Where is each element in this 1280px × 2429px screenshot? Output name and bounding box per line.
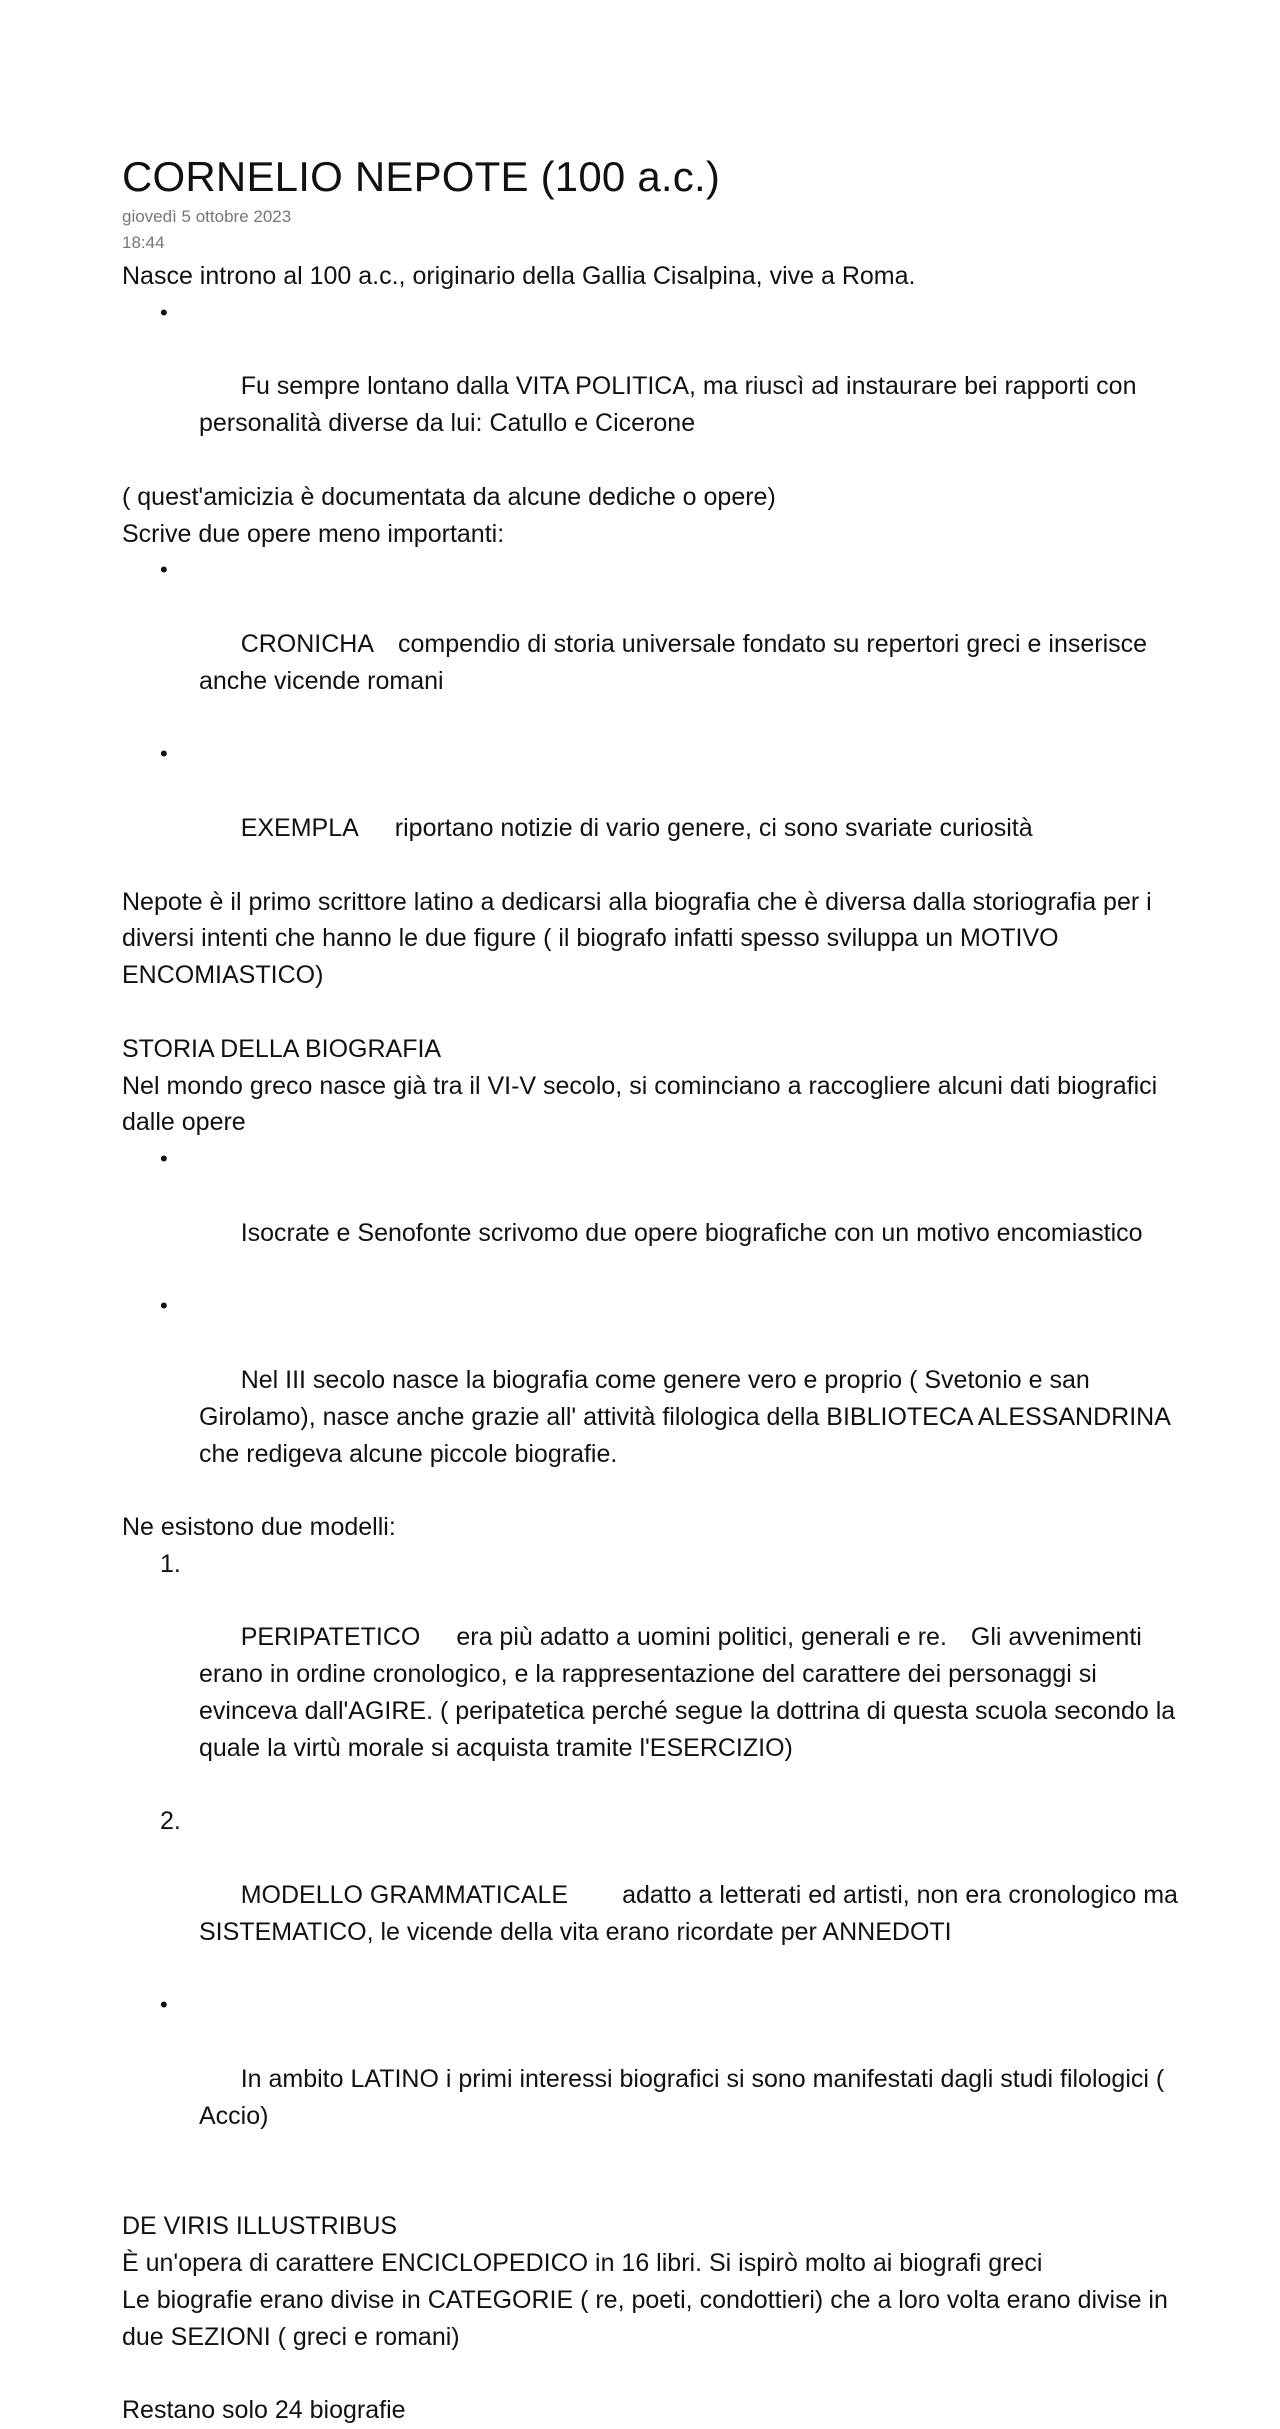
biography-intro: Nepote è il primo scrittore latino a dedicarsi alla biografia che è diversa dalla storiografia per i diversi intenti che hanno le due figure ( il biografo infatti spesso sviluppa un MOTIVO ENCOMIASTICO) bbox=[122, 887, 1159, 990]
list-item bbox=[122, 295, 1182, 479]
model-desc: adatto a letterati ed artisti, non era cronologico ma SISTEMATICO, le vicende della vita erano ricordate per ANNEDOTI bbox=[199, 1881, 1185, 1946]
model-extra: Gli avvenimenti erano in ordine cronologico, e la rappresentazione del carattere dei personaggi si evinceva dall'AGIRE. ( peripatetica perché segue la dottrina di questa scuola secondo la quale la virtù morale si acquista tramite l'ESERCIZIO) bbox=[199, 1623, 1183, 1762]
storia-bullet-list bbox=[122, 1141, 1182, 1509]
bullet-icon: • bbox=[160, 741, 168, 767]
work-name: CRONICHA bbox=[240, 629, 375, 658]
work-desc: riportano notizie di vario genere, ci sono svariate curiosità bbox=[394, 813, 1033, 842]
note-time: 18:44 bbox=[122, 233, 165, 252]
section-heading-deviris: DE VIRIS ILLUSTRIBUS bbox=[122, 2212, 398, 2241]
closing-line: Restano solo 24 biografie bbox=[122, 2396, 406, 2425]
list-item-text: Fu sempre lontano dalla VITA POLITICA, ma riuscì ad instaurare bei rapporti con personalità diverse da lui: Catullo e Cicerone bbox=[199, 372, 1144, 438]
storia-text: Nel mondo greco nasce già tra il VI-V secolo, si cominciano a raccogliere alcuni dati biografici dalle opere bbox=[122, 1071, 1165, 1137]
list-item bbox=[122, 1987, 1182, 2171]
list-item bbox=[122, 1288, 1182, 1509]
intro-line: Nasce introno al 100 a.c., originario della Gallia Cisalpina, vive a Roma. bbox=[122, 262, 916, 290]
deviris-line: Le biografie erano divise in CATEGORIE ( re, poeti, condottieri) che a loro volta erano divise in due SEZIONI ( greci e romani) bbox=[122, 2285, 1175, 2351]
bullet-icon: • bbox=[160, 1293, 168, 1319]
model-name: PERIPATETICO bbox=[240, 1623, 421, 1652]
note-page bbox=[122, 150, 1185, 2429]
work-name: EXEMPLA bbox=[240, 813, 359, 842]
model-desc: era più adatto a uomini politici, generali e re. bbox=[456, 1623, 947, 1652]
bullet-icon: • bbox=[160, 557, 168, 583]
bullet-icon: • bbox=[160, 1992, 168, 2018]
intro-bullet-list bbox=[122, 295, 1182, 479]
list-number: 1. bbox=[160, 1549, 181, 1578]
bullet-icon: • bbox=[160, 1146, 168, 1172]
list-item bbox=[122, 552, 1182, 736]
bullet-icon: • bbox=[160, 299, 168, 325]
list-item-text: Nel III secolo nasce la biografia come genere vero e proprio ( Svetonio e san Girolamo), nasce anche grazie all' attività filologica della BIBLIOTECA ALESSANDRINA che redigeva alcune piccole biografie. bbox=[199, 1365, 1177, 1468]
list-item bbox=[122, 1803, 1185, 1987]
model-name: MODELLO GRAMMATICALE bbox=[240, 1881, 569, 1910]
models-intro: Ne esistono due modelli: bbox=[122, 1513, 396, 1542]
list-item bbox=[122, 1546, 1182, 1804]
list-item bbox=[122, 1141, 1182, 1288]
works-intro-line: Scrive due opere meno importanti: bbox=[122, 519, 505, 548]
section-heading-storia: STORIA DELLA BIOGRAFIA bbox=[122, 1034, 442, 1063]
latin-bullet-list bbox=[122, 1987, 1182, 2171]
list-item-text: In ambito LATINO i primi interessi biografici si sono manifestati dagli studi filologici ( Accio) bbox=[199, 2065, 1170, 2130]
page-title: CORNELIO NEPOTE (100 a.c.) bbox=[122, 153, 721, 200]
list-item-text: Isocrate e Senofonte scrivomo due opere biografiche con un motivo encomiastico bbox=[240, 1218, 1143, 1247]
deviris-line: È un'opera di carattere ENCICLOPEDICO in 16 libri. Si ispirò molto ai biografi greci bbox=[122, 2249, 1043, 2278]
works-list bbox=[122, 552, 1182, 883]
work-desc: compendio di storia universale fondato su repertori greci e inserisce anche vicende romani bbox=[199, 629, 1154, 695]
models-list bbox=[122, 1546, 1185, 1988]
list-number: 2. bbox=[160, 1807, 181, 1836]
note-date: giovedì 5 ottobre 2023 bbox=[122, 207, 292, 226]
list-item bbox=[122, 736, 1182, 883]
friendship-line: ( quest'amicizia è documentata da alcune dediche o opere) bbox=[122, 482, 776, 511]
